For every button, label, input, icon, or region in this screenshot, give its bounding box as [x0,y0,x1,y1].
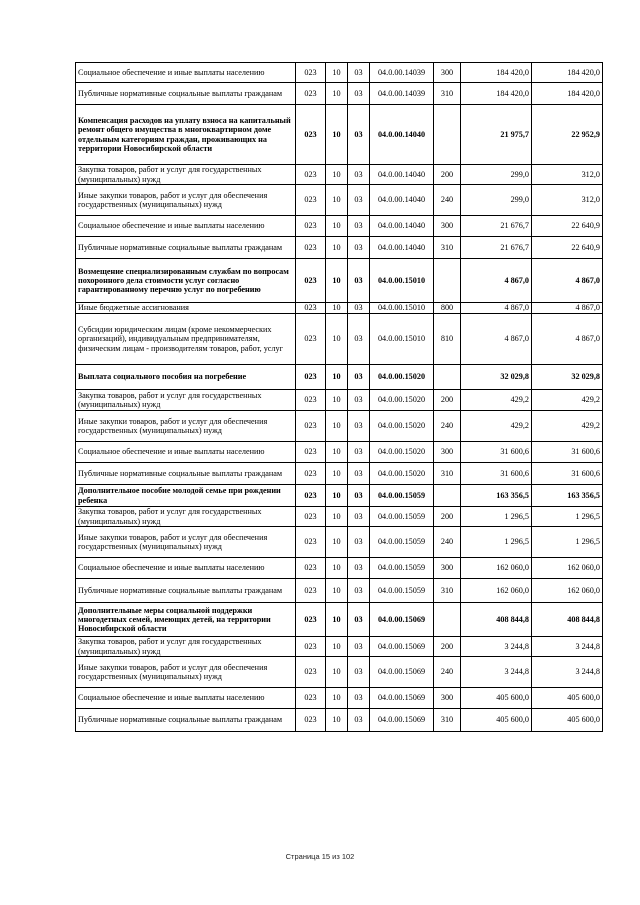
table-row [76,558,603,579]
row-vr-code: 310 [434,237,461,259]
row-pr-code: 03 [348,216,370,237]
row-vr-code: 310 [434,579,461,603]
row-vr-code: 310 [434,83,461,105]
row-vr-code [434,105,461,165]
table-row [76,303,603,314]
row-amount-year1: 21 975,7 [461,105,532,165]
row-name: Социальное обеспечение и иные выплаты населению [76,442,296,463]
table-row [76,259,603,303]
row-csr-code: 04.0.00.15059 [370,579,434,603]
table-row [76,314,603,365]
row-vr-code [434,259,461,303]
table-row [76,637,603,657]
table-row [76,216,603,237]
table-row [76,390,603,411]
table-row [76,657,603,688]
row-pr-code: 03 [348,688,370,709]
row-rz-code: 10 [326,216,348,237]
row-gr-code: 023 [296,657,326,688]
row-name: Выплата социального пособия на погребение [76,365,296,390]
row-amount-year2: 312,0 [532,185,603,216]
row-name: Публичные нормативные социальные выплаты гражданам [76,579,296,603]
row-csr-code: 04.0.00.15010 [370,303,434,314]
row-vr-code: 200 [434,637,461,657]
row-rz-code: 10 [326,485,348,507]
row-rz-code: 10 [326,709,348,732]
row-csr-code: 04.0.00.14039 [370,63,434,83]
row-name: Публичные нормативные социальные выплаты гражданам [76,237,296,259]
row-vr-code: 300 [434,63,461,83]
row-csr-code: 04.0.00.14040 [370,165,434,185]
row-csr-code: 04.0.00.15010 [370,259,434,303]
row-amount-year1: 31 600,6 [461,463,532,485]
row-vr-code: 300 [434,216,461,237]
row-rz-code: 10 [326,390,348,411]
table-row [76,237,603,259]
row-csr-code: 04.0.00.15020 [370,463,434,485]
row-vr-code: 310 [434,709,461,732]
row-rz-code: 10 [326,411,348,442]
row-rz-code: 10 [326,83,348,105]
table-row [76,365,603,390]
row-gr-code: 023 [296,688,326,709]
row-gr-code: 023 [296,185,326,216]
row-csr-code: 04.0.00.14040 [370,237,434,259]
row-amount-year2: 429,2 [532,390,603,411]
table-row [76,709,603,732]
row-pr-code: 03 [348,259,370,303]
row-gr-code: 023 [296,105,326,165]
row-vr-code: 200 [434,507,461,527]
row-name: Социальное обеспечение и иные выплаты населению [76,688,296,709]
row-amount-year2: 1 296,5 [532,507,603,527]
row-gr-code: 023 [296,603,326,637]
row-amount-year1: 184 420,0 [461,63,532,83]
row-amount-year2: 162 060,0 [532,558,603,579]
row-name: Компенсация расходов на уплату взноса на капитальный ремонт общего имущества в многоквартирном доме отдельным категориям граждан, проживающих на территории Новосибирской области [76,105,296,165]
row-vr-code: 300 [434,558,461,579]
row-amount-year2: 163 356,5 [532,485,603,507]
row-name: Публичные нормативные социальные выплаты гражданам [76,463,296,485]
row-amount-year1: 31 600,6 [461,442,532,463]
row-pr-code: 03 [348,83,370,105]
row-csr-code: 04.0.00.15059 [370,507,434,527]
table-row [76,507,603,527]
row-rz-code: 10 [326,637,348,657]
row-csr-code: 04.0.00.14040 [370,185,434,216]
table-row [76,579,603,603]
row-rz-code: 10 [326,63,348,83]
row-gr-code: 023 [296,709,326,732]
row-gr-code: 023 [296,365,326,390]
row-gr-code: 023 [296,527,326,558]
row-amount-year1: 3 244,8 [461,657,532,688]
row-rz-code: 10 [326,314,348,365]
row-csr-code: 04.0.00.15020 [370,390,434,411]
row-amount-year2: 3 244,8 [532,657,603,688]
row-vr-code [434,485,461,507]
row-name: Субсидии юридическим лицам (кроме некоммерческих организаций), индивидуальным предпринимателям, физическим лицам - производителям товаров, работ, услуг [76,314,296,365]
row-amount-year2: 32 029,8 [532,365,603,390]
table-row [76,527,603,558]
row-amount-year2: 22 640,9 [532,216,603,237]
row-vr-code: 240 [434,527,461,558]
budget-table-body [76,63,603,732]
row-amount-year1: 4 867,0 [461,314,532,365]
row-amount-year1: 21 676,7 [461,237,532,259]
row-pr-code: 03 [348,579,370,603]
row-gr-code: 023 [296,237,326,259]
row-rz-code: 10 [326,185,348,216]
row-amount-year1: 429,2 [461,411,532,442]
row-csr-code: 04.0.00.15020 [370,365,434,390]
row-amount-year2: 31 600,6 [532,442,603,463]
row-vr-code: 240 [434,657,461,688]
row-amount-year2: 4 867,0 [532,303,603,314]
row-csr-code: 04.0.00.15069 [370,688,434,709]
table-row [76,63,603,83]
row-gr-code: 023 [296,83,326,105]
row-pr-code: 03 [348,63,370,83]
row-vr-code: 810 [434,314,461,365]
row-amount-year1: 1 296,5 [461,507,532,527]
row-amount-year2: 3 244,8 [532,637,603,657]
row-rz-code: 10 [326,688,348,709]
row-amount-year2: 408 844,8 [532,603,603,637]
table-row [76,185,603,216]
row-csr-code: 04.0.00.15020 [370,442,434,463]
row-csr-code: 04.0.00.15069 [370,657,434,688]
row-rz-code: 10 [326,237,348,259]
row-gr-code: 023 [296,303,326,314]
row-rz-code: 10 [326,165,348,185]
row-pr-code: 03 [348,365,370,390]
row-rz-code: 10 [326,442,348,463]
row-rz-code: 10 [326,527,348,558]
row-gr-code: 023 [296,507,326,527]
row-pr-code: 03 [348,709,370,732]
row-gr-code: 023 [296,63,326,83]
row-gr-code: 023 [296,463,326,485]
table-row [76,463,603,485]
row-pr-code: 03 [348,637,370,657]
row-name: Дополнительные меры социальной поддержки многодетных семей, имеющих детей, на территории Новосибирской области [76,603,296,637]
row-rz-code: 10 [326,603,348,637]
row-amount-year2: 184 420,0 [532,83,603,105]
row-amount-year1: 405 600,0 [461,688,532,709]
row-amount-year2: 429,2 [532,411,603,442]
row-amount-year2: 31 600,6 [532,463,603,485]
row-rz-code: 10 [326,259,348,303]
row-gr-code: 023 [296,637,326,657]
row-csr-code: 04.0.00.14040 [370,105,434,165]
row-vr-code: 800 [434,303,461,314]
row-amount-year1: 32 029,8 [461,365,532,390]
row-gr-code: 023 [296,485,326,507]
row-vr-code [434,603,461,637]
row-amount-year2: 405 600,0 [532,688,603,709]
row-rz-code: 10 [326,579,348,603]
row-amount-year1: 405 600,0 [461,709,532,732]
table-row [76,83,603,105]
row-amount-year2: 312,0 [532,165,603,185]
table-row [76,165,603,185]
row-amount-year1: 162 060,0 [461,579,532,603]
row-pr-code: 03 [348,390,370,411]
row-pr-code: 03 [348,603,370,637]
row-gr-code: 023 [296,442,326,463]
row-name: Иные закупки товаров, работ и услуг для обеспечения государственных (муниципальных) нужд [76,411,296,442]
row-pr-code: 03 [348,303,370,314]
budget-table [75,62,603,732]
row-name: Публичные нормативные социальные выплаты гражданам [76,709,296,732]
row-name: Социальное обеспечение и иные выплаты населению [76,63,296,83]
row-pr-code: 03 [348,165,370,185]
row-rz-code: 10 [326,657,348,688]
row-gr-code: 023 [296,390,326,411]
table-row [76,442,603,463]
row-amount-year1: 408 844,8 [461,603,532,637]
row-rz-code: 10 [326,507,348,527]
row-vr-code: 300 [434,442,461,463]
row-gr-code: 023 [296,216,326,237]
row-amount-year1: 3 244,8 [461,637,532,657]
row-csr-code: 04.0.00.14039 [370,83,434,105]
row-amount-year1: 299,0 [461,165,532,185]
row-pr-code: 03 [348,442,370,463]
row-name: Закупка товаров, работ и услуг для государственных (муниципальных) нужд [76,165,296,185]
row-csr-code: 04.0.00.15069 [370,637,434,657]
row-name: Возмещение специализированным службам по вопросам похоронного дела стоимости услуг согласно гарантированному перечню услуг по погребению [76,259,296,303]
row-amount-year1: 4 867,0 [461,259,532,303]
row-pr-code: 03 [348,485,370,507]
row-amount-year1: 4 867,0 [461,303,532,314]
row-rz-code: 10 [326,105,348,165]
row-pr-code: 03 [348,657,370,688]
row-amount-year2: 405 600,0 [532,709,603,732]
row-amount-year1: 162 060,0 [461,558,532,579]
row-pr-code: 03 [348,314,370,365]
row-csr-code: 04.0.00.15010 [370,314,434,365]
row-amount-year2: 184 420,0 [532,63,603,83]
row-vr-code: 300 [434,688,461,709]
row-rz-code: 10 [326,365,348,390]
row-amount-year2: 22 952,9 [532,105,603,165]
row-csr-code: 04.0.00.15069 [370,709,434,732]
row-csr-code: 04.0.00.15059 [370,558,434,579]
row-pr-code: 03 [348,507,370,527]
row-pr-code: 03 [348,411,370,442]
table-row [76,105,603,165]
row-pr-code: 03 [348,463,370,485]
row-name: Публичные нормативные социальные выплаты гражданам [76,83,296,105]
row-name: Социальное обеспечение и иные выплаты населению [76,216,296,237]
row-rz-code: 10 [326,558,348,579]
page-footer: Страница 15 из 102 [285,852,355,861]
row-amount-year2: 4 867,0 [532,259,603,303]
row-pr-code: 03 [348,237,370,259]
row-vr-code: 200 [434,390,461,411]
row-gr-code: 023 [296,579,326,603]
row-csr-code: 04.0.00.15069 [370,603,434,637]
table-row [76,688,603,709]
row-amount-year1: 299,0 [461,185,532,216]
row-amount-year2: 1 296,5 [532,527,603,558]
row-pr-code: 03 [348,185,370,216]
row-rz-code: 10 [326,303,348,314]
row-name: Закупка товаров, работ и услуг для государственных (муниципальных) нужд [76,390,296,411]
row-csr-code: 04.0.00.15059 [370,527,434,558]
row-pr-code: 03 [348,527,370,558]
row-amount-year2: 162 060,0 [532,579,603,603]
row-gr-code: 023 [296,165,326,185]
table-row [76,411,603,442]
row-csr-code: 04.0.00.15059 [370,485,434,507]
row-amount-year2: 4 867,0 [532,314,603,365]
row-gr-code: 023 [296,558,326,579]
row-amount-year1: 1 296,5 [461,527,532,558]
row-vr-code: 310 [434,463,461,485]
row-csr-code: 04.0.00.14040 [370,216,434,237]
table-row [76,485,603,507]
row-name: Закупка товаров, работ и услуг для государственных (муниципальных) нужд [76,637,296,657]
row-name: Иные закупки товаров, работ и услуг для обеспечения государственных (муниципальных) нужд [76,185,296,216]
row-amount-year1: 429,2 [461,390,532,411]
row-name: Социальное обеспечение и иные выплаты населению [76,558,296,579]
row-gr-code: 023 [296,259,326,303]
row-amount-year1: 184 420,0 [461,83,532,105]
row-amount-year1: 21 676,7 [461,216,532,237]
row-name: Иные закупки товаров, работ и услуг для обеспечения государственных (муниципальных) нужд [76,657,296,688]
row-vr-code: 240 [434,411,461,442]
row-gr-code: 023 [296,314,326,365]
row-pr-code: 03 [348,558,370,579]
row-pr-code: 03 [348,105,370,165]
row-gr-code: 023 [296,411,326,442]
row-csr-code: 04.0.00.15020 [370,411,434,442]
row-vr-code: 200 [434,165,461,185]
row-amount-year2: 22 640,9 [532,237,603,259]
row-name: Иные закупки товаров, работ и услуг для обеспечения государственных (муниципальных) нужд [76,527,296,558]
table-row [76,603,603,637]
row-name: Закупка товаров, работ и услуг для государственных (муниципальных) нужд [76,507,296,527]
row-rz-code: 10 [326,463,348,485]
row-vr-code [434,365,461,390]
row-vr-code: 240 [434,185,461,216]
row-name: Дополнительное пособие молодой семье при рождении ребенка [76,485,296,507]
row-amount-year1: 163 356,5 [461,485,532,507]
row-name: Иные бюджетные ассигнования [76,303,296,314]
